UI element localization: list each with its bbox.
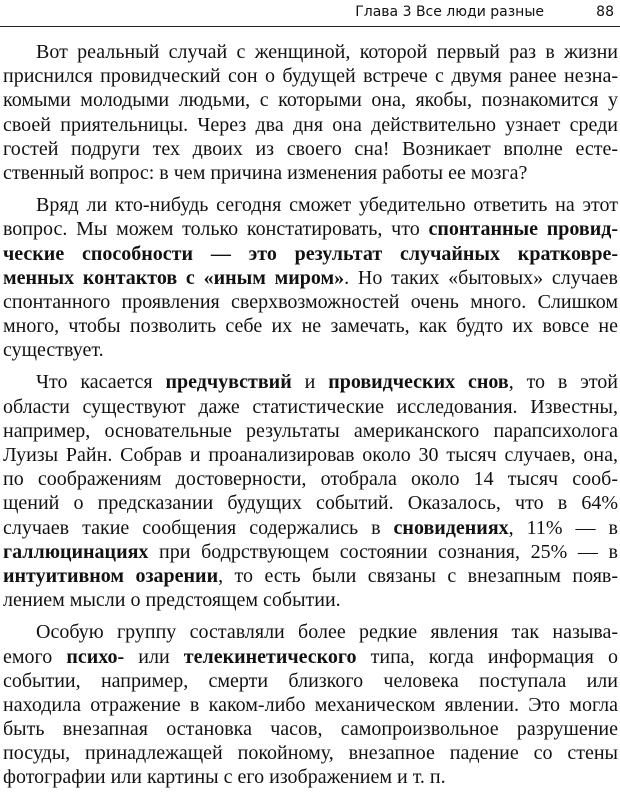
text-run: комыми молодыми людьми, с которыми она, якобы, познакомится у	[3, 89, 618, 112]
text-line	[3, 88, 618, 112]
text-run: щений о предсказании будущих событий. Оказалось, что в 64%	[3, 492, 618, 515]
paragraph	[3, 370, 618, 612]
text-run: ственный вопрос: в чем причина изменения работы ее мозга?	[3, 161, 528, 184]
text-line	[3, 395, 618, 419]
text-run: много, чтобы позволить себе их не замечать, как будто их вовсе не	[3, 315, 618, 338]
text-line	[3, 338, 618, 362]
text-run: посуды, принадлежащей покойному, внезапное падение со стены	[3, 742, 618, 765]
text-line	[3, 242, 618, 266]
text-line	[3, 564, 618, 588]
running-header	[0, 0, 620, 27]
bold-phrase: менных контактов с «иным миром»	[3, 266, 345, 289]
text-run: находила отражение в каком-либо механическом явлении. Это могла	[3, 693, 618, 716]
page-number: 88	[596, 4, 614, 20]
text-line	[3, 588, 618, 612]
text-run: и	[291, 371, 329, 394]
text-line	[3, 217, 618, 241]
text-line	[3, 693, 618, 717]
text-line	[3, 717, 618, 741]
text-line	[3, 540, 618, 564]
text-run: Вряд ли кто-нибудь сегодня сможет убедительно ответить на этот	[36, 194, 618, 217]
text-line	[3, 620, 618, 644]
text-line	[3, 741, 618, 765]
bold-phrase: ческие способности — это результат случайных кратковре-	[3, 242, 618, 265]
text-run: или	[124, 645, 184, 668]
text-run: быть внезапная остановка часов, самопроизвольное разрушение	[3, 718, 618, 741]
text-line	[3, 467, 618, 491]
text-line	[3, 443, 618, 467]
text-run: , 11% — в	[508, 516, 618, 539]
text-line	[3, 64, 618, 88]
text-line	[3, 419, 618, 443]
text-run: области существуют даже статистические исследования. Известны,	[3, 395, 618, 418]
bold-phrase: сновидениях	[393, 516, 509, 539]
bold-phrase: телекинетического	[183, 645, 357, 668]
bold-phrase: интуитивном озарении	[3, 564, 219, 587]
text-line	[3, 113, 618, 137]
text-run: , то есть были связаны с внезапным появ-	[218, 564, 618, 587]
text-run: случаев такие сообщения содержались в	[3, 516, 394, 539]
text-line	[3, 161, 618, 185]
text-line	[3, 193, 618, 217]
bold-phrase: психо-	[66, 645, 125, 668]
text-run: лением мысли о предстоящем событии.	[3, 589, 341, 612]
bold-phrase: предчувствий	[165, 371, 292, 394]
text-run: , то в этой	[508, 371, 619, 394]
text-line	[3, 290, 618, 314]
text-run: гостей подруги тех двоих из своего сна! Возникает вполне есте-	[3, 137, 618, 160]
paragraph	[3, 620, 618, 789]
text-run: например, основательные результаты американского парапсихолога	[3, 419, 618, 442]
text-line	[3, 314, 618, 338]
text-line	[3, 645, 618, 669]
text-run: при бодрствующем состоянии сознания, 25% — в	[148, 540, 618, 563]
text-line	[3, 370, 618, 394]
chapter-title: Глава 3 Все люди разные	[355, 4, 544, 20]
text-line	[3, 669, 618, 693]
text-run: Луизы Райн. Собрав и проанализировав около 30 тысяч случаев, она,	[3, 444, 618, 466]
text-run: своей приятельницы. Через два дня она действительно узнает среди	[3, 113, 618, 136]
page-body	[3, 40, 618, 798]
bold-phrase: галлюцинациях	[3, 540, 149, 563]
text-run: Вот реальный случай с женщиной, которой первый раз в жизни	[36, 41, 618, 63]
bold-phrase: спонтанные провид-	[428, 218, 618, 241]
text-run: существует.	[3, 339, 104, 362]
text-run: . Но таких «бытовых» случаев	[344, 266, 619, 289]
text-run: фотографии или картины с его изображением и т. п.	[3, 766, 446, 789]
text-run: событии, например, смерти близкого человека поступала или	[3, 669, 618, 692]
text-run: спонтанного проявления сверхвозможностей очень много. Слишком	[3, 290, 618, 313]
text-run: приснился провидческий сон о будущей встрече с двумя ранее незна-	[3, 65, 618, 88]
text-line	[3, 266, 618, 290]
text-run: по соображениям достоверности, отобрала около 14 тысяч сооб-	[3, 468, 618, 491]
text-run: вопрос. Мы можем только констатировать, что	[3, 218, 429, 241]
text-line	[3, 491, 618, 515]
text-line	[3, 137, 618, 161]
paragraph	[3, 193, 618, 362]
paragraph	[3, 40, 618, 185]
text-run: емого	[3, 645, 67, 668]
text-line	[3, 40, 618, 64]
text-line	[3, 765, 618, 789]
text-line	[3, 516, 618, 540]
text-run: типа, когда информация о	[356, 645, 618, 668]
text-run: Что касается	[36, 371, 166, 394]
text-run: Особую группу составляли более редкие явления так называ-	[36, 621, 618, 644]
bold-phrase: провидческих снов	[328, 371, 509, 394]
